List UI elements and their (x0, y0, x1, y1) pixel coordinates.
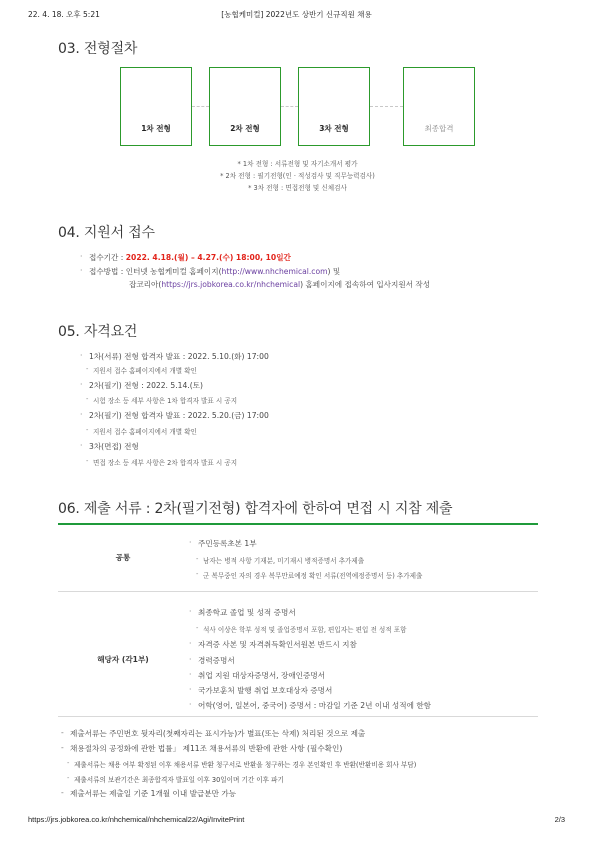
step-connector (370, 106, 403, 107)
print-datetime: 22. 4. 18. 오후 5:21 (28, 10, 100, 19)
period-label: 접수기간 : (89, 253, 124, 262)
dash-icon: - (67, 774, 70, 782)
bullet-icon: · (189, 685, 192, 694)
document-item (189, 655, 235, 666)
qualification-text: 1차(서류) 전형 합격자 발표 : 2022. 5.10.(화) 17:00 (89, 352, 269, 361)
qualification-subtext: 면접 장소 등 세부 사항은 2차 합격자 발표 시 공지 (93, 459, 238, 467)
dash-icon: - (86, 457, 89, 465)
qualification-subtext: 지원서 접수 홈페이지에서 개별 확인 (93, 428, 197, 436)
dash-icon: - (61, 743, 64, 752)
method-line2-pre: 잡코리아( (129, 280, 162, 289)
bullet-icon: · (80, 380, 83, 389)
procedure-note: * 3차 전형 : 면접전형 및 신체검사 (248, 184, 347, 193)
qualification-subitem (86, 395, 238, 405)
note-item (61, 728, 366, 739)
print-header (28, 9, 565, 21)
bullet-icon: · (189, 538, 192, 547)
document-text: 경력증명서 (198, 656, 235, 665)
note-subitem (67, 774, 284, 784)
dash-icon: - (86, 426, 89, 434)
note-subtext: 제출서류의 보관기간은 최종합격자 발표일 이후 30일이며 기간 이후 파기 (74, 776, 284, 784)
nhchemical-link[interactable]: http://www.nhchemical.com (221, 267, 328, 276)
category-applicable: 해당자 (각1부) (97, 655, 149, 664)
note-subitem (67, 759, 417, 769)
application-period (80, 252, 291, 263)
note-item (61, 788, 237, 799)
qualification-subitem (86, 457, 238, 467)
bullet-icon: · (80, 266, 83, 275)
dash-icon: - (196, 555, 199, 563)
qualification-item (80, 380, 203, 391)
print-page-title: [농협케미컬] 2022년도 상반기 신규직원 채용 (221, 10, 372, 19)
dash-icon: - (61, 728, 64, 737)
document-item (189, 538, 257, 549)
documents-table (58, 523, 538, 715)
section-title-documents: 06. 제출 서류 : 2차(필기전형) 합격자에 한하여 면접 시 지참 제출 (58, 501, 453, 517)
qualification-item (80, 410, 269, 421)
step-connector (281, 106, 298, 107)
bullet-icon: · (189, 639, 192, 648)
section-title-qualifications: 05. 자격요건 (58, 324, 138, 340)
step-label: 3차 전형 (319, 124, 349, 133)
document-text: 자격증 사본 및 자격취득확인서원본 반드시 지참 (198, 640, 357, 649)
qualification-text: 2차(필기) 전형 : 2022. 5.14.(토) (89, 381, 203, 390)
qualification-subtext: 시험 장소 등 세부 사항은 1차 합격자 발표 시 공지 (93, 397, 238, 405)
method-line2-post: ) 홈페이지에 접속하여 입사지원서 작성 (300, 280, 431, 289)
section-title-application: 04. 지원서 접수 (58, 225, 155, 241)
dash-icon: - (196, 624, 199, 632)
method-label: 접수방법 : 인터넷 농협케미컬 홈페이지( (89, 267, 222, 276)
document-text: 어학(영어, 일본어, 중국어) 증명서 : 마감일 기준 2년 이내 성적에 한함 (198, 701, 432, 710)
bullet-icon: · (80, 441, 83, 450)
document-subtext: 남자는 병적 사항 기재분, 미기재시 병적증명서 추가제출 (203, 557, 365, 565)
bullet-icon: · (80, 410, 83, 419)
bullet-icon: · (80, 351, 83, 360)
document-text: 국가보훈처 발행 취업 보호대상자 증명서 (198, 686, 333, 695)
category-common: 공통 (115, 553, 131, 562)
dash-icon: - (86, 395, 89, 403)
bullet-icon: · (189, 655, 192, 664)
document-subtext: 석사 이상은 학부 성적 및 졸업증명서 포함, 편입자는 편입 전 성적 포함 (203, 626, 407, 634)
qualification-item (80, 441, 139, 452)
document-subitem (196, 570, 423, 580)
qualification-text: 2차(필기) 전형 합격자 발표 : 2022. 5.20.(금) 17:00 (89, 411, 269, 420)
application-method (80, 266, 341, 277)
note-text: 채용절차의 공정화에 관한 법률」 제11조 채용서류의 반환에 관한 사항 (필수확인) (70, 744, 343, 753)
jobkorea-link[interactable]: https://jrs.jobkorea.co.kr/nhchemical (161, 280, 301, 289)
document-subitem (196, 555, 365, 565)
step-label: 1차 전형 (141, 124, 171, 133)
qualification-text: 3차(면접) 전형 (89, 442, 139, 451)
step-label: 2차 전형 (230, 124, 260, 133)
document-subitem (196, 624, 407, 634)
qualification-subitem (86, 426, 197, 436)
print-footer (28, 815, 565, 827)
bullet-icon: · (80, 252, 83, 261)
step-box-1 (120, 67, 192, 146)
application-method-line2 (129, 279, 430, 290)
bullet-icon: · (189, 670, 192, 679)
qualification-item (80, 351, 269, 362)
note-text: 제출서류는 제출일 기준 1개월 이내 발급분만 가능 (70, 789, 237, 798)
dash-icon: - (196, 570, 199, 578)
step-box-3 (298, 67, 370, 146)
document-subtext: 군 복무중인 자의 경우 복무만료예정 확인 서류(전역예정증명서 등) 추가제출 (203, 572, 423, 580)
step-connector (192, 106, 209, 107)
step-box-final (403, 67, 475, 146)
qualification-subitem (86, 365, 197, 375)
document-item (189, 700, 432, 711)
section-title-procedure: 03. 전형절차 (58, 41, 138, 57)
document-item (189, 685, 333, 696)
procedure-note: * 1차 전형 : 서류전형 및 자기소개서 평가 (237, 160, 358, 168)
period-value: 2022. 4.18.(월) – 4.27.(수) 18:00, 10일간 (125, 253, 291, 262)
document-item (189, 670, 326, 681)
document-item (189, 639, 357, 650)
step-label: 최종합격 (424, 124, 454, 133)
method-after: ) 및 (327, 267, 341, 276)
document-text: 취업 지원 대상자증명서, 장애인증명서 (198, 671, 326, 680)
dash-icon: - (61, 788, 64, 797)
dash-icon: - (67, 759, 70, 767)
note-text: 제출서류는 주민번호 뒷자리(첫째자리는 표시가능)가 별표(또는 삭제) 처리된 것으로 제출 (70, 729, 366, 738)
bullet-icon: · (189, 607, 192, 616)
procedure-notes (0, 158, 595, 195)
step-box-2 (209, 67, 281, 146)
bullet-icon: · (189, 700, 192, 709)
print-url: https://jrs.jobkorea.co.kr/nhchemical/nhchemical22/Agi/InvitePrint (28, 815, 245, 824)
procedure-note: * 2차 전형 : 필기전형(인 · 적성검사 및 직무능력검사) (220, 172, 375, 181)
table-row-divider (58, 591, 538, 592)
page-number: 2/3 (554, 815, 565, 824)
dash-icon: - (86, 365, 89, 373)
document-item (189, 607, 296, 618)
document-text: 주민등록초본 1부 (198, 539, 257, 548)
note-item (61, 743, 343, 754)
note-subtext: 제출서류는 채용 여부 확정된 이후 채용서류 반환 청구서로 반환을 청구하는 경우 본인확인 후 반환(반환비용 회사 부담) (74, 761, 417, 769)
table-bottom-border (58, 716, 538, 717)
qualification-subtext: 지원서 접수 홈페이지에서 개별 확인 (93, 367, 197, 375)
document-text: 최종학교 졸업 및 성적 증명서 (198, 608, 296, 617)
